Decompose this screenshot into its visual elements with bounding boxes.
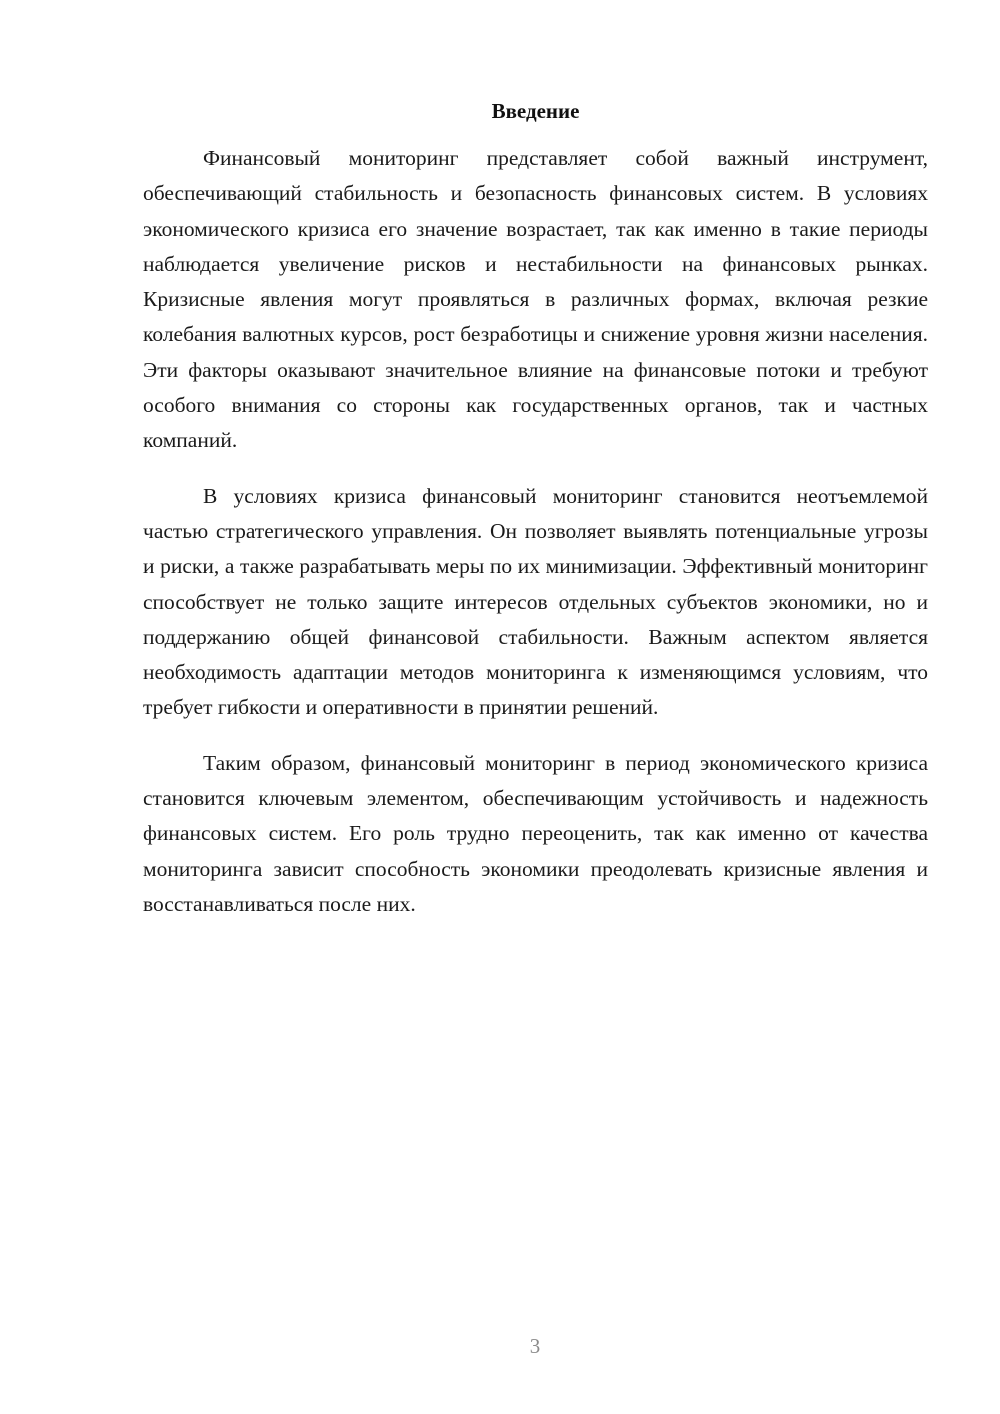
section-heading: Введение (491, 99, 580, 123)
paragraph-3: Таким образом, финансовый мониторинг в период экономического кризиса становится ключевым элементом, обеспечивающим устойчивость и надежность финансовых систем. Его роль трудно переоценить, так как именно от качества мониторинга зависит способность экономики преодолевать кризисные явления и восстанавливаться после них. (143, 750, 928, 916)
paragraph-2: В условиях кризиса финансовый мониторинг становится неотъемлемой частью стратегического управления. Он позволяет выявлять потенциальные угрозы и риски, а также разрабатывать меры по их минимизации. Эффективный мониторинг способствует не только защите интересов отдельных субъектов экономики, но и поддержанию общей финансовой стабильности. Важным аспектом является необходимость адаптации методов мониторинга к изменяющимся условиям, что требует гибкости и оперативности в принятии решений. (143, 483, 928, 720)
page-number: 3 (529, 1334, 541, 1358)
body-text (143, 141, 928, 942)
paragraph-1: Финансовый мониторинг представляет собой важный инструмент, обеспечивающий стабильность и безопасность финансовых систем. В условиях экономического кризиса его значение возрастает, так как именно в такие периоды наблюдается увеличение рисков и нестабильности на финансовых рынках. Кризисные явления могут проявляться в различных формах, включая резкие колебания валютных курсов, рост безработицы и снижение уровня жизни населения. Эти факторы оказывают значительное влияние на финансовые потоки и требуют особого внимания со стороны как государственных органов, так и частных компаний. (143, 146, 928, 453)
